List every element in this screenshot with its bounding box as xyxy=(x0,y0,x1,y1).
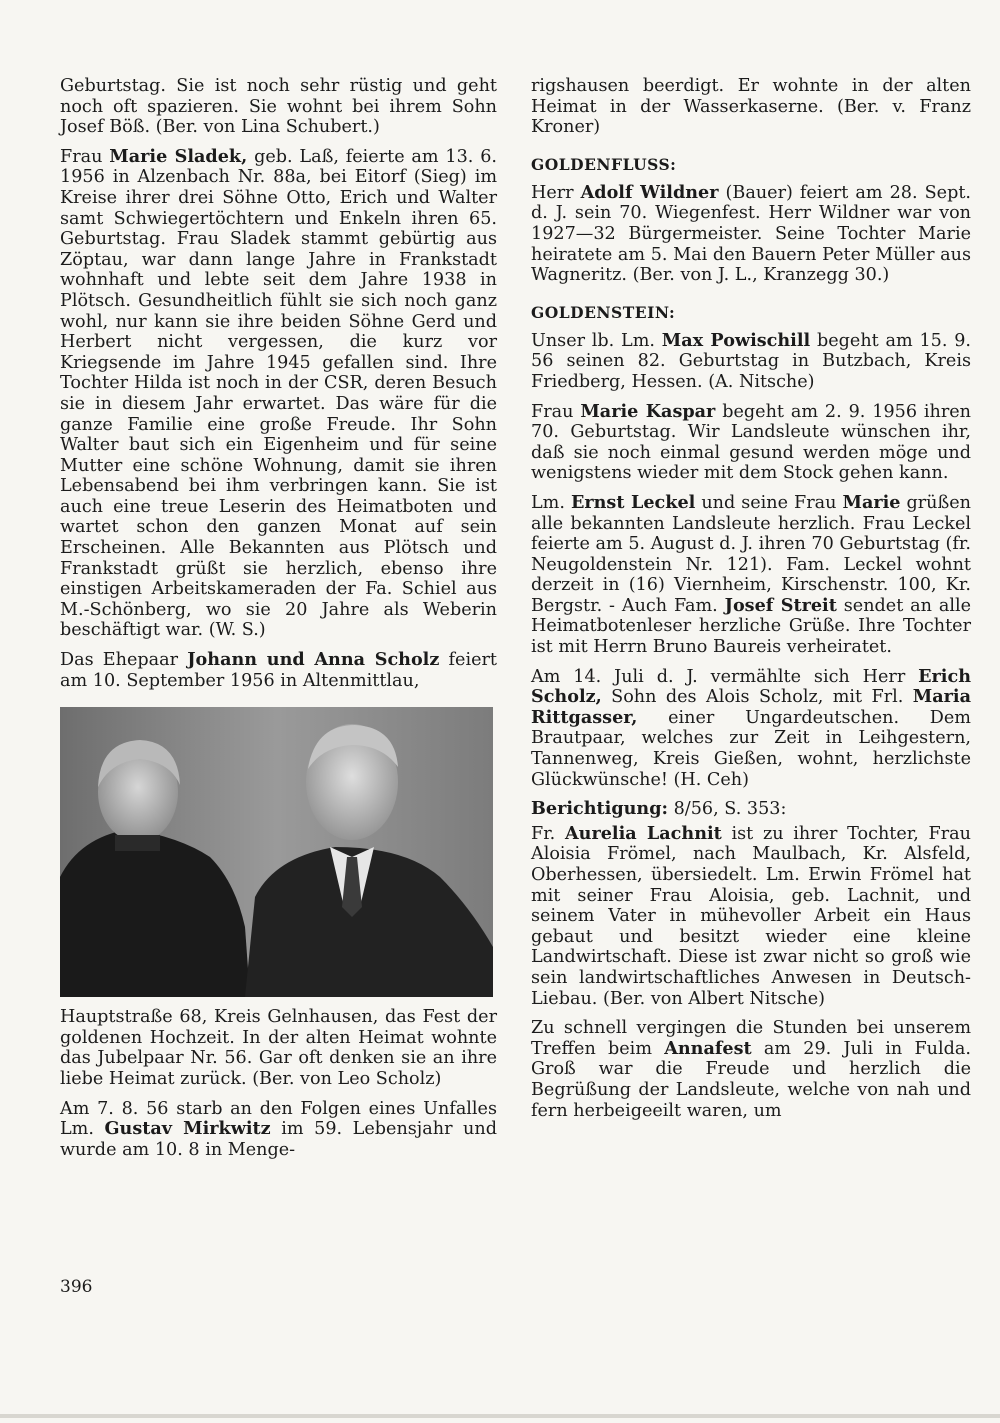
correction-heading: Berichtigung: 8/56, S. 353: xyxy=(531,798,787,820)
name-bold: Marie Kaspar xyxy=(580,400,716,422)
section-heading-goldenfluss: GOLDENFLUSS: xyxy=(531,154,677,174)
paragraph-scholz: Das Ehepaar Johann und Anna Scholz feiert am 10. September 1956 in Altenmittlau, xyxy=(60,649,497,691)
paragraph: Geburtstag. Sie ist noch sehr rüstig und geht noch oft spazieren. Sie wohnt bei ihrem Sohn Josef Böß. (Ber. von Lina Schubert.) xyxy=(60,76,497,138)
paragraph-powischill: Unser lb. Lm. Max Powischill begeht am 15. 9. 56 seinen 82. Geburtstag in Butzbach, Kreis Friedberg, Hessen. (A. Nitsche) xyxy=(531,329,971,392)
left-column xyxy=(60,76,497,1169)
name-bold: Ernst Leckel xyxy=(570,491,696,513)
paragraph-wildner: Herr Adolf Wildner (Bauer) feiert am 28. Sept. d. J. sein 70. Wiegenfest. Herr Wildner war von 1927—32 Bürgermeister. Seine Tochter Marie heiratete am 5. Mai den Bauern Peter Müller aus Wagneritz. (Ber. von J. L., Kranzegg 30.) xyxy=(531,181,972,286)
paragraph-continued: rigshausen beerdigt. Er wohnte in der alten Heimat in der Wasserkaserne. (Ber. v. Franz Kroner) xyxy=(531,76,971,138)
section-heading-goldenstein: GOLDENSTEIN: xyxy=(531,302,676,322)
couple-photo xyxy=(60,707,493,997)
paragraph-scholz-wedding: Am 14. Juli d. J. vermählte sich Herr Erich Scholz, Sohn des Alois Scholz, mit Frl. Maria Rittgasser, einer Ungardeutschen. Dem Brautpaar, welches zur Zeit in Leihgestern, Tannenweg, Kreis Gießen, wohnt, herzlichste Glückwünsche! (H. Ceh) xyxy=(531,665,971,790)
name-bold: Josef Streit xyxy=(724,594,837,616)
name-bold: Erich Scholz, xyxy=(531,665,971,708)
right-column xyxy=(531,76,971,1130)
paragraph-mirkwitz: Am 7. 8. 56 starb an den Folgen eines Unfalles Lm. Gustav Mirkwitz im 59. Lebensjahr und wurde am 10. 8 in Menge- xyxy=(60,1098,497,1160)
name-bold: Maria Rittgasser, xyxy=(531,686,971,728)
paragraph-continued: Hauptstraße 68, Kreis Gelnhausen, das Fest der goldenen Hochzeit. In der alten Heimat wohnte das Jubelpaar Nr. 56. Gar oft denken sie an ihre liebe Heimat zurück. (Ber. von Leo Scholz) xyxy=(60,1007,497,1089)
name-bold: Annafest xyxy=(664,1037,752,1059)
name-bold: Adolf Wildner xyxy=(580,181,719,203)
paragraph-lachnit: Fr. Aurelia Lachnit ist zu ihrer Tochter, Frau Aloisia Frömel, nach Maulbach, Kr. Alsfeld, Oberhessen, übersiedelt. Lm. Erwin Frömel hat mit seiner Frau Aloisia, geb. Lachnit, und seinem Vater in mühevoller Arbeit ein Haus gebaut und besitzt wieder eine kleine Landwirtschaft. Diese ist zwar nicht so groß wie sein landwirtschaftliches Anwesen in Deutsch-Liebau. (Ber. von Albert Nitsche) xyxy=(531,822,971,1009)
paragraph-kaspar: Frau Marie Kaspar begeht am 2. 9. 1956 ihren 70. Geburtstag. Wir Landsleute wünschen ihr, daß sie noch einmal gesund werden möge und wenigstens wieder mit dem Stock gehen kann. xyxy=(531,400,972,484)
paragraph-sladek: Frau Marie Sladek, geb. Laß, feierte am 13. 6. 1956 in Alzenbach Nr. 88a, bei Eitorf (Sieg) im Kreise ihrer drei Söhne Otto, Erich und Walter samt Schwiegertöchtern und Enkeln ihren 65. Geburtstag. Frau Sladek stammt gebürtig aus Zöptau, war dann lange Jahre in Frankstadt wohnhaft und lebte seit dem Jahre 1938 in Plötsch. Gesundheitlich fühlt sie sich noch ganz wohl, nur kann sie ihre beiden Söhne Gerd und Herbert nicht vergessen, die kurz vor Kriegsende im Jahre 1945 gefallen sind. Ihre Tochter Hilda ist noch in der CSR, deren Besuch sie in diesem Jahr erwartet. Das wäre für die ganze Familie eine große Freude. Ihr Sohn Walter baut sich ein Eigenheim und für seine Mutter eine schöne Wohnung, damit sie ihren Lebensabend bei ihm verbringen kann. Sie ist auch eine treue Leserin des Heimatboten und wartet schon den ganzen Monat auf sein Erscheinen. Alle Bekannten aus Plötsch und Frankstadt grüßt sie herzlich, ebenso ihre einstigen Arbeitskameraden der Fa. Schiel aus M.-Schönberg, wo sie 20 Jahre als Weberin beschäftigt war. (W. S.) xyxy=(60,145,498,641)
paragraph-annafest: Zu schnell vergingen die Stunden bei unserem Treffen beim Annafest am 29. Juli in Fulda. Groß war die Freude und herzlich die Begrüßung der Landsleute, welche von nah und fern herbeigeeilt waren, um xyxy=(531,1018,971,1121)
photo-illustration xyxy=(60,707,493,997)
name-bold: Marie xyxy=(842,491,901,513)
name-bold: Marie Sladek, xyxy=(109,145,248,167)
label-bold: Berichtigung: xyxy=(531,798,669,820)
name-bold: Max Powischill xyxy=(661,329,811,351)
paragraph-leckel: Lm. Ernst Leckel und seine Frau Marie grüßen alle bekannten Landsleute herzlich. Frau Leckel feierte am 5. August d. J. ihren 70 Geburtstag (fr. Neugoldenstein Nr. 121). Fam. Leckel wohnt derzeit in (16) Viernheim, Kirschenstr. 100, Kr. Bergstr. - Auch Fam. Josef Streit sendet an alle Heimatbotenleser herzliche Grüße. Ihre Tochter ist mit Herrn Bruno Baureis verheiratet. xyxy=(531,491,971,658)
scan-edge xyxy=(0,1414,1000,1418)
name-bold: Johann und Anna Scholz xyxy=(187,649,440,671)
name-bold: Aurelia Lachnit xyxy=(565,822,722,844)
name-bold: Gustav Mirkwitz xyxy=(104,1118,271,1140)
page-number: 396 xyxy=(60,1277,93,1297)
